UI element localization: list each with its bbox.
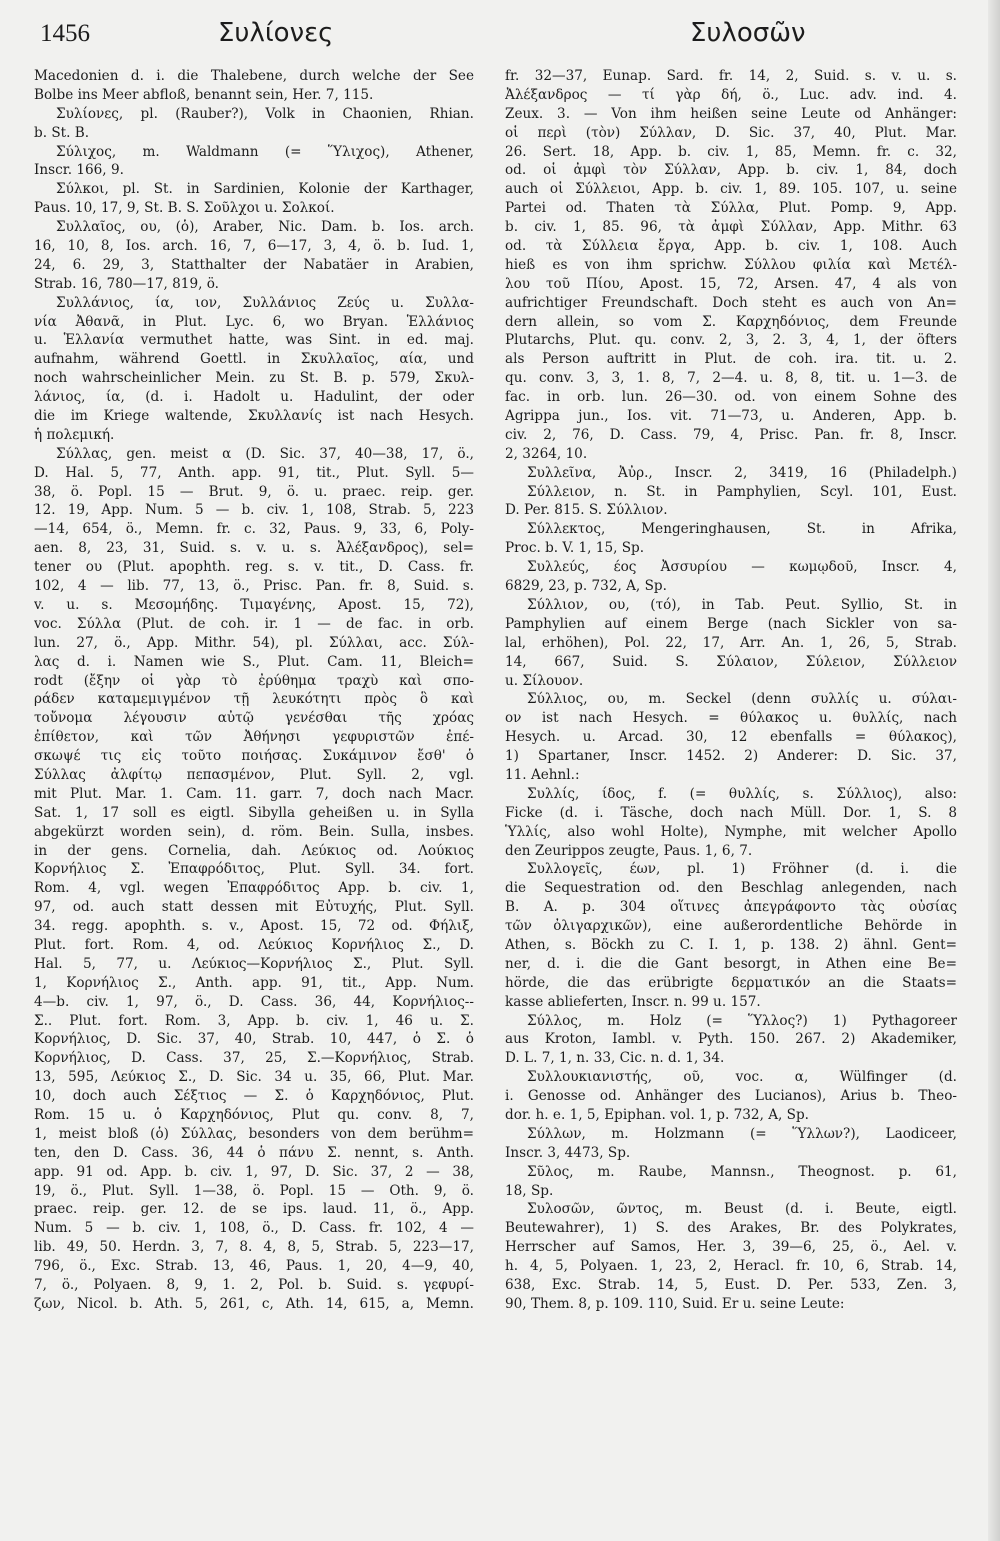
text-line: 796, ö., Exc. Strab. 13, 46, Paus. 1, 20, 4—9, 40, <box>34 1258 474 1275</box>
text-line: mit Plut. Mar. 1. Cam. 11. garr. 7, doch nach Macr. <box>34 785 474 802</box>
text-line: v. u. s. Μεσομήδης. Τιμαγένης, Apost. 15, 72), <box>34 596 474 613</box>
running-head-left: Συλίονες <box>218 18 334 48</box>
text-line: fr. 32—37, Eunap. Sard. fr. 14, 2, Suid. s. v. u. s. <box>505 68 957 84</box>
text-line: ner, d. i. die die Gant besorgt, in Athen eine Be= <box>505 955 957 972</box>
text-line: lib. 49, 50. Herdn. 3, 7, 8. 4, 8, 5, Strab. 5, 223—17, <box>34 1239 474 1256</box>
text-line: ον ist nach Hesych. = θύλακος u. θυλλίς, nach <box>505 710 957 727</box>
text-line: B. A. p. 304 οἵτινες ἀπεγράφοντο τὰς οὐσίας <box>505 899 957 916</box>
text-line: tener ου (Plut. apophth. reg. s. v. tit., D. Cass. fr. <box>34 559 474 576</box>
text-line: λας d. i. Namen wie S., Plut. Cam. 11, Bleich= <box>34 653 474 670</box>
text-line: 6829, 23, p. 732, A, Sp. <box>505 578 667 595</box>
text-line: σκωψέ τις εἰς τοῦτο ποιήσας. Συκάμινον ἔσθ' ὁ <box>34 748 474 765</box>
text-line: 97, od. auch statt dessen mit Εὐτυχής, Plut. Syll. <box>34 899 474 916</box>
text-line: aufrichtiger Freundschaft. Doch steht es auch von An= <box>505 294 957 311</box>
text-line: τοὔνομα λέγουσιν αὐτῷ γενέσθαι τῆς χρόας <box>34 710 474 727</box>
text-line: Beutewahrer), 1) S. des Arakes, Br. des Polykrates, <box>505 1220 957 1237</box>
text-line: noch wahrscheinlicher Mein. zu St. B. p. 579, Σκυλ- <box>34 370 474 387</box>
entry-headline: Σύλλιον, ου, (τό), in Tab. Peut. Syllio, St. in <box>527 596 957 613</box>
entry-headline: Συλλουκιανιστής, οῦ, voc. α, Wülfinger (d. <box>527 1069 957 1086</box>
text-line: lun. 27, ö., App. Mithr. 54), pl. Σύλλαι, acc. Σύλ- <box>34 634 474 651</box>
text-line: λάνιος, ία, (d. i. Hadolt u. Hadulint, der oder <box>34 389 474 406</box>
text-line: Hal. 5, 77, u. Λεύκιος—Κορνήλιος Σ., Plut. Syll. <box>34 955 474 972</box>
text-line: 2, 3264, 10. <box>505 445 588 462</box>
text-line: als Person auftritt in Plut. de coh. ira. tit. u. 2. <box>505 351 957 368</box>
text-line: Strab. 16, 780—17, 819, ö. <box>34 275 219 292</box>
entry-headline: Σύλλεκτος, Mengeringhausen, St. in Afrika, <box>527 521 957 538</box>
text-line: Num. 5 — b. civ. 1, 108, ö., D. Cass. fr. 102, 4 — <box>34 1220 474 1237</box>
text-line: τῶν ὀλιγαρχικῶν), eine außerordentliche Behörde in <box>505 918 957 935</box>
text-line: ἡ πολεμική. <box>34 426 115 443</box>
text-line: D. Per. 815. S. Σύλλιον. <box>505 502 668 519</box>
text-line: i. Genosse od. Anhänger des Lucianos), Arius b. Theo- <box>505 1088 957 1105</box>
text-line: Rom. 4, vgl. wegen Ἐπαφρόδιτος App. b. civ. 1, <box>34 880 474 897</box>
entry-headline: Σύλλος, m. Holz (= Ὕλλος?) 1) Pythagoreer <box>527 1012 957 1029</box>
text-line: Ἀλέξανδρος — τί γὰρ δή, ö., Luc. adv. ind. 4. <box>505 86 957 103</box>
text-line: —14, 654, ö., Memn. fr. c. 32, Paus. 9, 33, 6, Poly- <box>34 521 474 538</box>
text-line: lal, erhöhen), Pol. 22, 17, Arr. An. 1, 26, 5, Strab. <box>505 634 957 651</box>
text-line: Σ.. Plut. fort. Rom. 3, App. b. civ. 1, 46 u. Σ. <box>34 1012 474 1029</box>
text-line: app. 91 od. App. b. civ. 1, 97, D. Sic. 37, 2 — 38, <box>34 1163 474 1180</box>
entry-headline: Σύλκοι, pl. St. in Sardinien, Kolonie der Karthager, <box>56 181 474 198</box>
text-line: Agrippa jun., Ios. vit. 71—73, u. Anderen, App. b. <box>505 408 957 425</box>
text-line: dern allein, so vom Σ. Καρχηδόνιος, dem Freunde <box>505 313 957 330</box>
entry-headline: Συλλαῖος, ου, (ὁ), Araber, Nic. Dam. b. Ios. arch. <box>56 219 474 236</box>
text-line: Paus. 10, 17, 9, St. B. S. Σοῦλχοι u. Σολκοί. <box>34 200 335 217</box>
text-line: od. οἱ ἀμφὶ τὸν Σύλλαν, App. b. civ. 1, 84, doch <box>505 162 957 179</box>
text-line: 1, Κορνήλιος Σ., Anth. app. 91, tit., App. Num. <box>34 974 474 991</box>
entry-headline: Σύλλας, gen. meist α (D. Sic. 37, 40—38, 17, ö., <box>56 445 474 462</box>
text-line: 7, ö., Polyaen. 8, 9, 1. 2, Pol. b. Suid. s. γεφυρί- <box>34 1277 474 1293</box>
text-line: 12. 19, App. Num. 5 — b. civ. 1, 108, Strab. 5, 223 <box>34 502 474 519</box>
page-edge <box>988 0 1000 1541</box>
text-line: ζων, Nicol. b. Ath. 5, 261, c, Ath. 14, 615, a, Memn. <box>34 1295 474 1312</box>
text-line: voc. Σύλλα (Plut. de coh. ir. 1 — de fac. in orb. <box>34 615 474 632</box>
text-line: 18, Sp. <box>505 1182 554 1199</box>
page-number: 1456 <box>40 20 90 47</box>
text-line: D. L. 7, 1, n. 33, Cic. n. d. 1, 34. <box>505 1050 725 1067</box>
text-line: od. τὰ Σύλλεια ἔργα, App. b. civ. 1, 108. Auch <box>505 238 957 255</box>
text-line: Ficke (d. i. Täsche, doch nach Müll. Dor. 1, S. 8 <box>505 804 957 821</box>
entry-headline: Συλλεῖνα, Ἀὐρ., Inscr. 2, 3419, 16 (Philadelph.) <box>527 464 957 481</box>
text-line: Hesych. u. Arcad. 30, 12 ebenfalls = θύλακος), <box>505 729 957 746</box>
text-line: Inscr. 3, 4473, Sp. <box>505 1144 631 1161</box>
text-line: λου τοῦ Πίου, Apost. 15, 72, Arsen. 47, 4 als von <box>505 275 957 292</box>
entry-headline: Σύλιχος, m. Waldmann (= Ὕλιχος), Athener, <box>56 143 474 160</box>
text-line: praec. reip. ger. 12. de se ips. laud. 11, ö., App. <box>34 1201 474 1218</box>
text-line: dor. h. e. 1, 5, Epiphan. vol. 1, p. 732, A, Sp. <box>505 1106 810 1123</box>
left-column <box>34 67 474 1314</box>
text-line: in der gens. Cornelia, dah. Λεύκιος od. Λούκιος <box>34 842 474 859</box>
text-line: 102, 4 — lib. 77, 13, ö., Prisc. Pan. fr. 8, Suid. s. <box>34 578 474 595</box>
text-line: Bolbe ins Meer abfloß, benannt sein, Her. 7, 115. <box>34 86 374 103</box>
entry-headline: Σῦλος, m. Raube, Mannsn., Theognost. p. 61, <box>527 1163 957 1180</box>
entry-headline: Σύλλειον, n. St. in Pamphylien, Scyl. 101, Eust. <box>527 483 957 500</box>
text-line: ἐπίθετον, καὶ τῶν Ἀθήνησι γεφυριστῶν ἐπέ- <box>34 729 474 746</box>
text-line: ράδεν καταμεμιγμένον τῇ λευκότητι πρὸς ὃ καὶ <box>34 691 474 708</box>
text-line: Κορνήλιος, D. Cass. 37, 25, Σ.—Κορνήλιος, Strab. <box>34 1050 474 1067</box>
text-line: b. St. B. <box>34 124 90 141</box>
text-line: οἱ περὶ (τὸν) Σύλλαν, D. Sic. 37, 40, Plut. Mar. <box>505 124 957 141</box>
text-line: Κορνήλιος Σ. Ἐπαφρόδιτος, Plut. Syll. 34. fort. <box>34 861 474 878</box>
text-line: auch οἱ Σύλλειοι, App. b. civ. 1, 89. 105. 107, u. seine <box>505 181 957 198</box>
entry-headline: Συλίονες, pl. (Rauber?), Volk in Chaonien, Rhian. <box>56 105 474 122</box>
text-line: Σύλλας ἀλφίτῳ πεπασμένον, Plut. Syll. 2, vgl. <box>34 766 474 783</box>
text-line: rodt (ἔξην οἱ γὰρ τὸ ἐρύθημα τραχὺ καὶ σπο- <box>34 672 474 689</box>
text-line: die Sequestration od. den Beschlag anlegenden, nach <box>505 880 957 897</box>
text-line: 26. Sert. 18, App. b. civ. 1, 85, Memn. fr. c. 32, <box>505 143 957 160</box>
text-line: νία Ἀθανᾶ, in Plut. Lyc. 6, wo Bryan. Ἑλλάνιος <box>34 313 474 330</box>
text-line: b. civ. 1, 85. 96, τὰ ἀμφὶ Σύλλαν, App. Mithr. 63 <box>505 219 957 236</box>
text-line: abgekürzt worden sein), d. röm. Bein. Sulla, insbes. <box>34 823 474 840</box>
text-line: Plut. fort. Rom. 4, od. Λεύκιος Κορνήλιος Σ., D. <box>34 936 474 953</box>
text-line: Κορνήλιος, D. Sic. 37, 40, Strab. 10, 447, ὁ Σ. ὁ <box>34 1031 474 1048</box>
text-line: Proc. b. V. 1, 15, Sp. <box>505 540 645 557</box>
text-line: civ. 2, 76, D. Cass. 79, 4, Prisc. Pan. fr. 8, Inscr. <box>505 426 957 443</box>
text-line: Zeux. 3. — Von ihm heißen seine Leute od Anhänger: <box>505 105 957 122</box>
entry-headline: Συλλάνιος, ία, ιον, Συλλάνιος Ζεύς u. Συλλα- <box>56 294 474 311</box>
text-line: Rom. 15 u. ὁ Καρχηδόνιος, Plut qu. conv. 8, 7, <box>34 1106 474 1123</box>
text-line: Inscr. 166, 9. <box>34 162 124 179</box>
text-line: Sat. 1, 17 soll es eigtl. Sibylla geheißen u. in Sylla <box>34 804 474 821</box>
entry-headline: Σύλλιος, ου, m. Seckel (denn συλλίς u. σύλαι- <box>527 691 957 708</box>
text-line: 10, doch auch Σέξτιος — Σ. ὁ Καρχηδόνιος, Plut. <box>34 1088 474 1105</box>
text-line: 13, 595, Λεύκιος Σ., D. Sic. 34 u. 35, 66, Plut. Mar. <box>34 1069 474 1086</box>
text-line: D. Hal. 5, 77, Anth. app. 91, tit., Plut. Syll. 5— <box>34 464 474 481</box>
text-line: fac. in orb. lun. 26—30. od. von einem Sohne des <box>505 389 957 406</box>
text-line: Plutarchs, Plut. qu. conv. 2, 3, 2. 3, 4, 1, der öfters <box>505 332 957 349</box>
text-line: 11. Aehnl.: <box>505 766 580 783</box>
text-line: 14, 667, Suid. S. Σύλαιον, Σύλειον, Σύλλειον <box>505 653 957 670</box>
entry-headline: Συλοσῶν, ῶντος, m. Beust (d. i. Beute, eigtl. <box>527 1201 957 1218</box>
text-line: kasse ablieferten, Inscr. n. 99 u. 157. <box>505 993 761 1010</box>
text-line: Pamphylien auf einem Berge (nach Sickler von sa- <box>505 615 957 632</box>
right-column <box>505 67 957 1314</box>
entry-headline: Συλλίς, ίδος, f. (= θυλλίς, s. Σύλλιος), also: <box>527 785 957 802</box>
text-line: den Zeurippos zeugte, Paus. 1, 6, 7. <box>505 842 753 859</box>
text-line: ten, den D. Cass. 36, 44 ὁ πάνυ Σ. nennt, s. Anth. <box>34 1144 474 1161</box>
text-line: u. Ἑλλανία vermuthet hatte, was Sint. in ed. maj. <box>34 332 474 349</box>
text-line: hieß es von ihm sprichw. Σύλλου φιλία καὶ Μετέλ- <box>505 256 957 273</box>
text-line: qu. conv. 3, 3, 1. 8, 7, 2—4. u. 8, 8, tit. u. 1—3. de <box>505 370 957 387</box>
text-line: aen. 8, 23, 31, Suid. s. v. u. s. Ἀλέξανδρος), sel= <box>34 540 474 557</box>
text-line: h. 4, 5, Polyaen. 1, 23, 2, Heracl. fr. 10, 6, Strab. 14, <box>505 1258 957 1275</box>
entry-headline: Σύλλων, m. Holzmann (= Ὕλλων?), Laodiceer, <box>527 1125 957 1142</box>
text-line: 24, 6. 29, 3, Statthalter der Nabatäer in Arabien, <box>34 256 474 273</box>
text-line: die im Kriege waltende, Σκυλλανίς ist nach Hesych. <box>34 408 474 425</box>
text-line: 38, ö. Popl. 15 — Brut. 9, ö. u. praec. reip. ger. <box>34 483 474 500</box>
text-line: Athen, s. Böckh zu C. I. 1, p. 138. 2) ähnl. Gent= <box>505 936 957 953</box>
text-line: u. Σίλουον. <box>505 672 584 689</box>
text-line: Partei od. Thaten τὰ Σύλλα, Plut. Pomp. 9, App. <box>505 200 957 217</box>
text-line: hörde, die das erübrigte δερματικόν an die Staats= <box>505 974 957 991</box>
text-line: 16, 10, 8, Ios. arch. 16, 7, 6—17, 3, 4, ö. b. Iud. 1, <box>34 238 474 255</box>
text-line: 4—b. civ. 1, 97, ö., D. Cass. 36, 44, Κορνήλιος-- <box>34 993 474 1010</box>
entry-headline: Συλλεύς, έος Ἀσσυρίου — κωμῳδοῦ, Inscr. 4, <box>527 559 957 576</box>
text-line: Ὑλλίς, also wohl Holte), Nymphe, mit welcher Apollo <box>505 823 957 840</box>
text-line: aus Kroton, Iambl. v. Pyth. 150. 267. 2) Akademiker, <box>505 1031 957 1048</box>
text-line: Macedonien d. i. die Thalebene, durch welche der See <box>34 68 474 84</box>
text-line: aufnahm, während Goettl. in Σκυλλαῖος, αία, und <box>34 351 474 368</box>
text-line: 19, ö., Plut. Syll. 1—38, ö. Popl. 15 — Oth. 9, ö. <box>34 1182 474 1199</box>
text-line: Herrscher auf Samos, Her. 3, 39—6, 25, ö., Ael. v. <box>505 1239 957 1256</box>
text-line: 638, Exc. Strab. 14, 5, Eust. D. Per. 533, Zen. 3, <box>505 1277 957 1293</box>
running-head-right: Συλοσῶν <box>690 18 806 48</box>
entry-headline: Συλλογεῖς, έων, pl. 1) Fröhner (d. i. die <box>527 861 957 878</box>
text-line: 1) Spartaner, Inscr. 1452. 2) Anderer: D. Sic. 37, <box>505 748 957 765</box>
text-line: 1, meist bloß (ὁ) Σύλλας, besonders von dem berühm= <box>34 1125 474 1142</box>
text-line: 34. regg. apophth. s. v., Apost. 15, 72 od. Φήλιξ, <box>34 918 474 935</box>
text-line: 90, Them. 8, p. 109. 110, Suid. Er u. seine Leute: <box>505 1295 845 1312</box>
